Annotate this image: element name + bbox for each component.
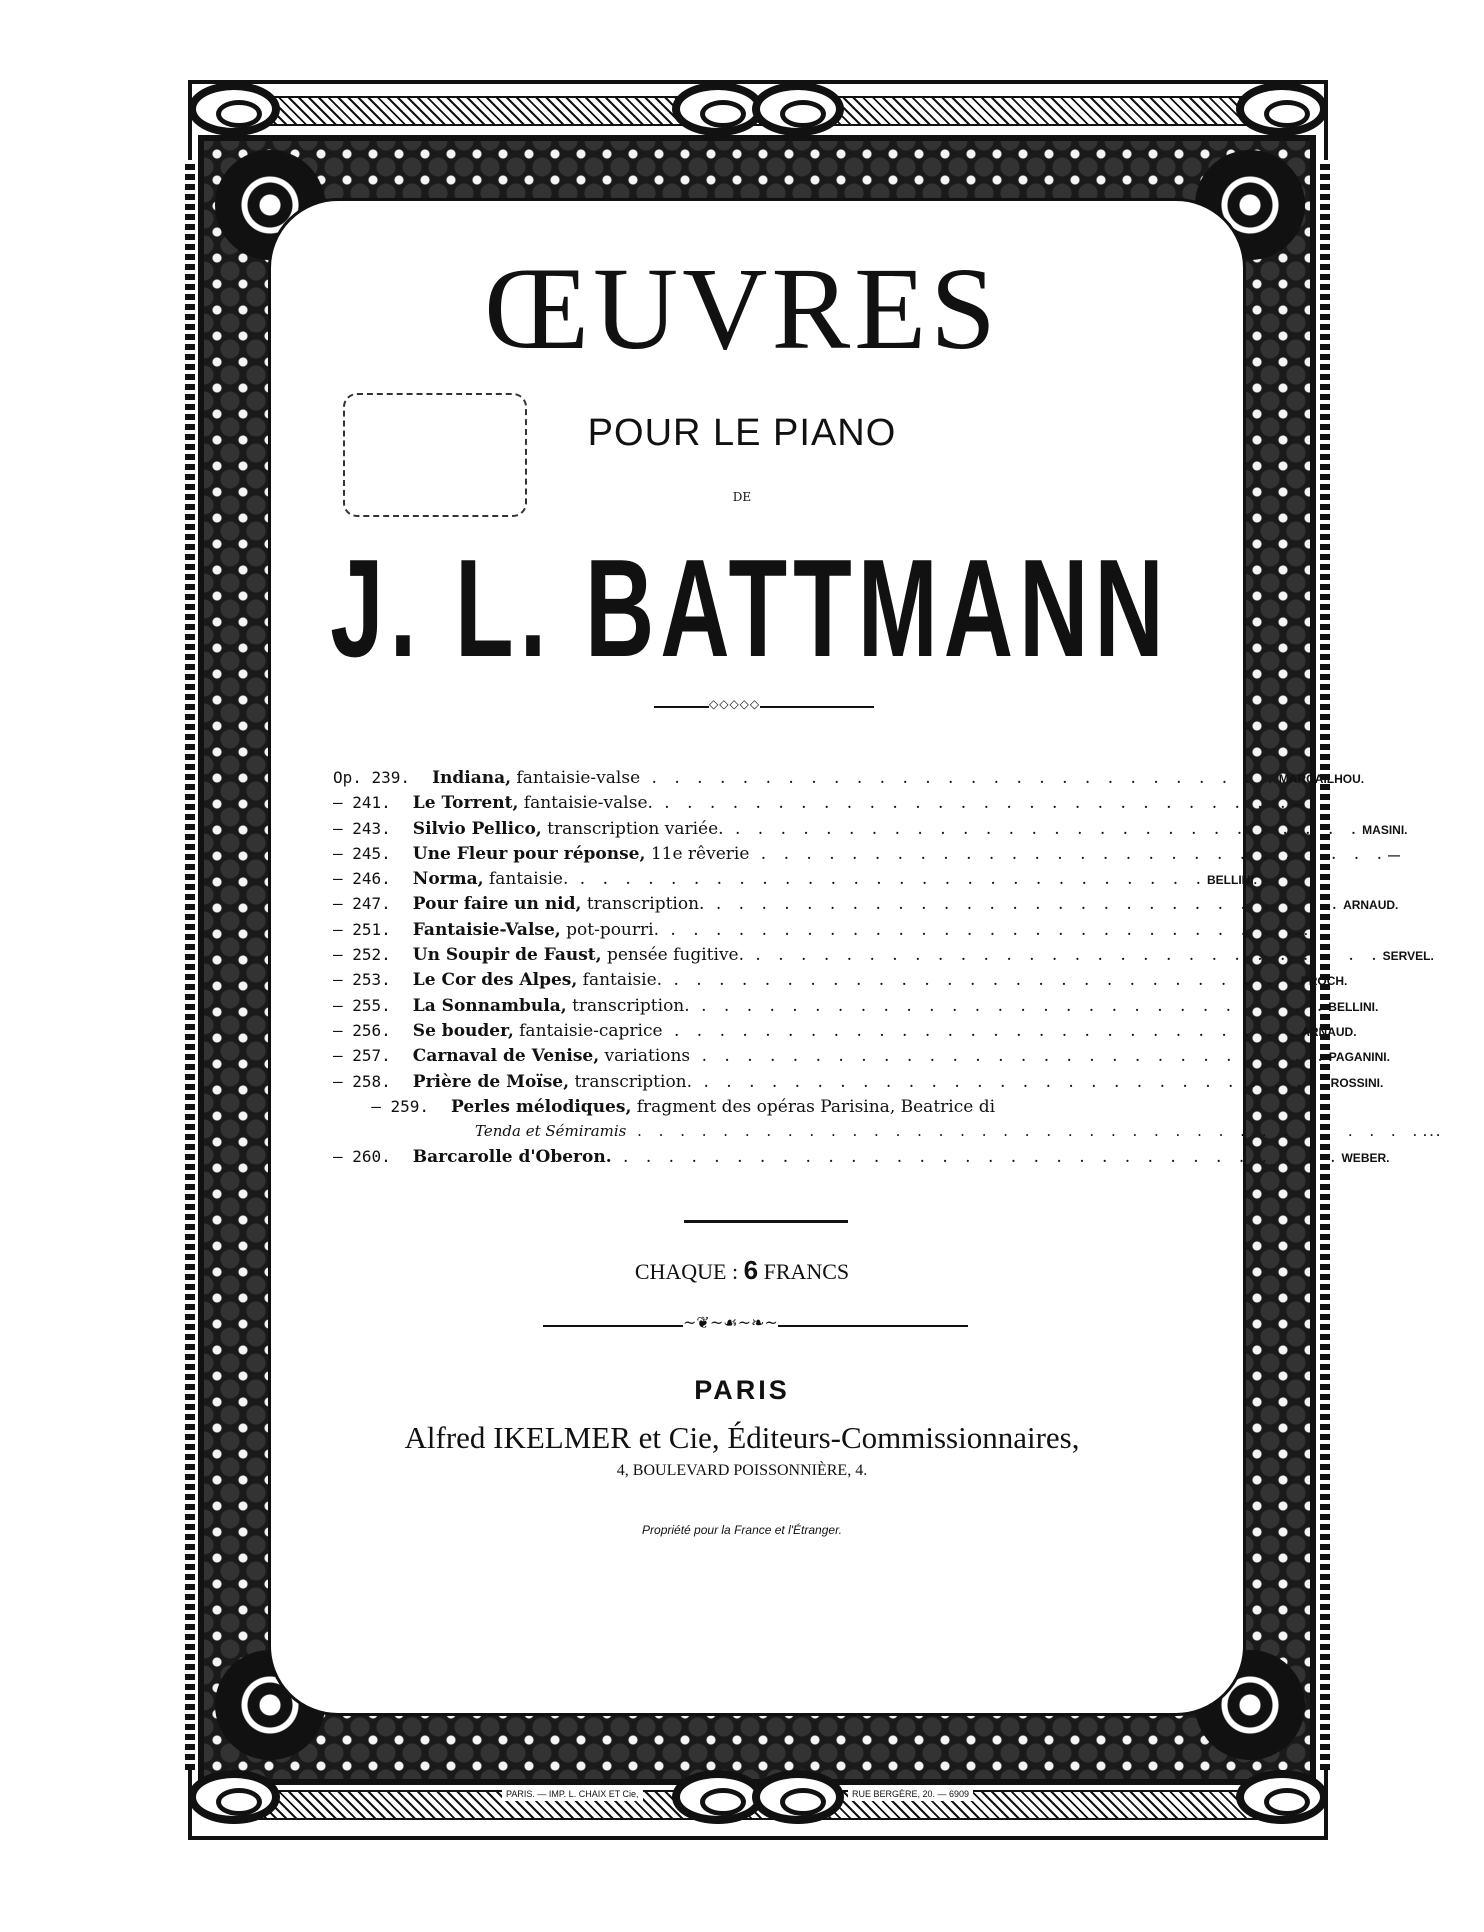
list-item: — 247. Pour faire un nid, transcription. . . . . . . . . . . . . . . . . . . . . . . . . . . . . ARNAUD. (333, 894, 1399, 915)
top-left-ornament-icon (188, 82, 280, 136)
list-item: — 256. Se bouder, fantaisie-caprice . . . . . . . . . . . . . . . . . . . . . . . . . . . . ARNAUD. (333, 1020, 1357, 1041)
top-center-ornament-icon (752, 82, 844, 136)
separator-line (684, 1220, 848, 1223)
list-item: — 253. Le Cor des Alpes, fantaisie. . . . . . . . . . . . . . . . . . . . . . . . . . . . . PROCH. (333, 970, 1348, 991)
ornamental-divider (654, 706, 874, 718)
list-item: — 257. Carnaval de Venise, variations . . . . . . . . . . . . . . . . . . . . . . . . . . . . PAGANINI. (333, 1046, 1390, 1067)
works-list (333, 768, 1440, 1173)
list-item: — 251. Fantaisie-Valse, pot-pourri. . . . . . . . . . . . . . . . . . . . . . . . . . . . . . . . (333, 919, 1315, 940)
top-center-ornament-icon (672, 82, 764, 136)
list-item: — 246. Norma, fantaisie. . . . . . . . . . . . . . . . . . . . . . . . . . . . . BELLINI. (333, 869, 1257, 890)
list-item: — 259. Perles mélodiques, fragment des opéras Parisina, Beatrice di (371, 1096, 996, 1117)
list-item: — 260. Barcarolle d'Oberon. . . . . . . . . . . . . . . . . . . . . . . . . . . . . . . . . WEBER. (333, 1147, 1390, 1168)
rights-notice: Propriété pour la France et l'Étranger. (642, 1523, 842, 1537)
list-item: — 252. Un Soupir de Faust, pensée fugitive. . . . . . . . . . . . . . . . . . . . . . . . . . . . . SERVEL. (333, 945, 1434, 966)
list-item: — 245. Une Fleur pour réponse, 11e rêverie . . . . . . . . . . . . . . . . . . . . . . . . . . . . — (333, 843, 1401, 864)
printer-address: RUE BERGÈRE, 20. — 6909 (848, 1787, 973, 1801)
page-title: ŒUVRES (484, 243, 1000, 374)
publisher: Alfred IKELMER et Cie, Éditeurs-Commissionnaires, (404, 1420, 1080, 1455)
bottom-left-ornament-icon (188, 1770, 280, 1824)
price-line: CHAQUE : 6 FRANCS (634, 1255, 850, 1285)
price-amount: 6 (743, 1255, 759, 1285)
list-item: — 241. Le Torrent, fantaisie-valse. . . . . . . . . . . . . . . . . . . . . . . . . . . . . — (333, 793, 1304, 814)
ornamental-divider (543, 1325, 968, 1337)
printer-imprint: PARIS. — IMP. L. CHAIX ET Cie, (502, 1787, 643, 1801)
city: PARIS (694, 1375, 790, 1405)
list-item: Op. 239. Indiana, fantaisie-valse . . . . . . . . . . . . . . . . . . . . . . . . . . . . MARCAILHOU. (333, 768, 1365, 788)
bottom-center-ornament-icon (672, 1770, 764, 1824)
address: 4, BOULEVARD POISSONNIÈRE, 4. (616, 1462, 868, 1479)
list-item: — 255. La Sonnambula, transcription. . . . . . . . . . . . . . . . . . . . . . . . . . . . . BELLINI. (333, 995, 1379, 1016)
composer-name: J. L. BATTMANN (330, 531, 1170, 687)
bottom-center-ornament-icon (752, 1770, 844, 1824)
subtitle: POUR LE PIANO (587, 412, 897, 454)
bottom-right-ornament-icon (1236, 1770, 1328, 1824)
list-item: — 243. Silvio Pellico, transcription variée. . . . . . . . . . . . . . . . . . . . . . . . . . . . . MASINI. (333, 818, 1408, 839)
list-item: — 258. Prière de Moïse, transcription. . . . . . . . . . . . . . . . . . . . . . . . . . . . . ROSSINI. (333, 1071, 1384, 1092)
preposition: DE (732, 490, 752, 504)
top-right-ornament-icon (1236, 82, 1328, 136)
list-item: Tenda et Sémiramis . . . . . . . . . . . . . . . . . . . . . . . . . . . . . . . . . . . . . . . . (475, 1122, 1440, 1141)
